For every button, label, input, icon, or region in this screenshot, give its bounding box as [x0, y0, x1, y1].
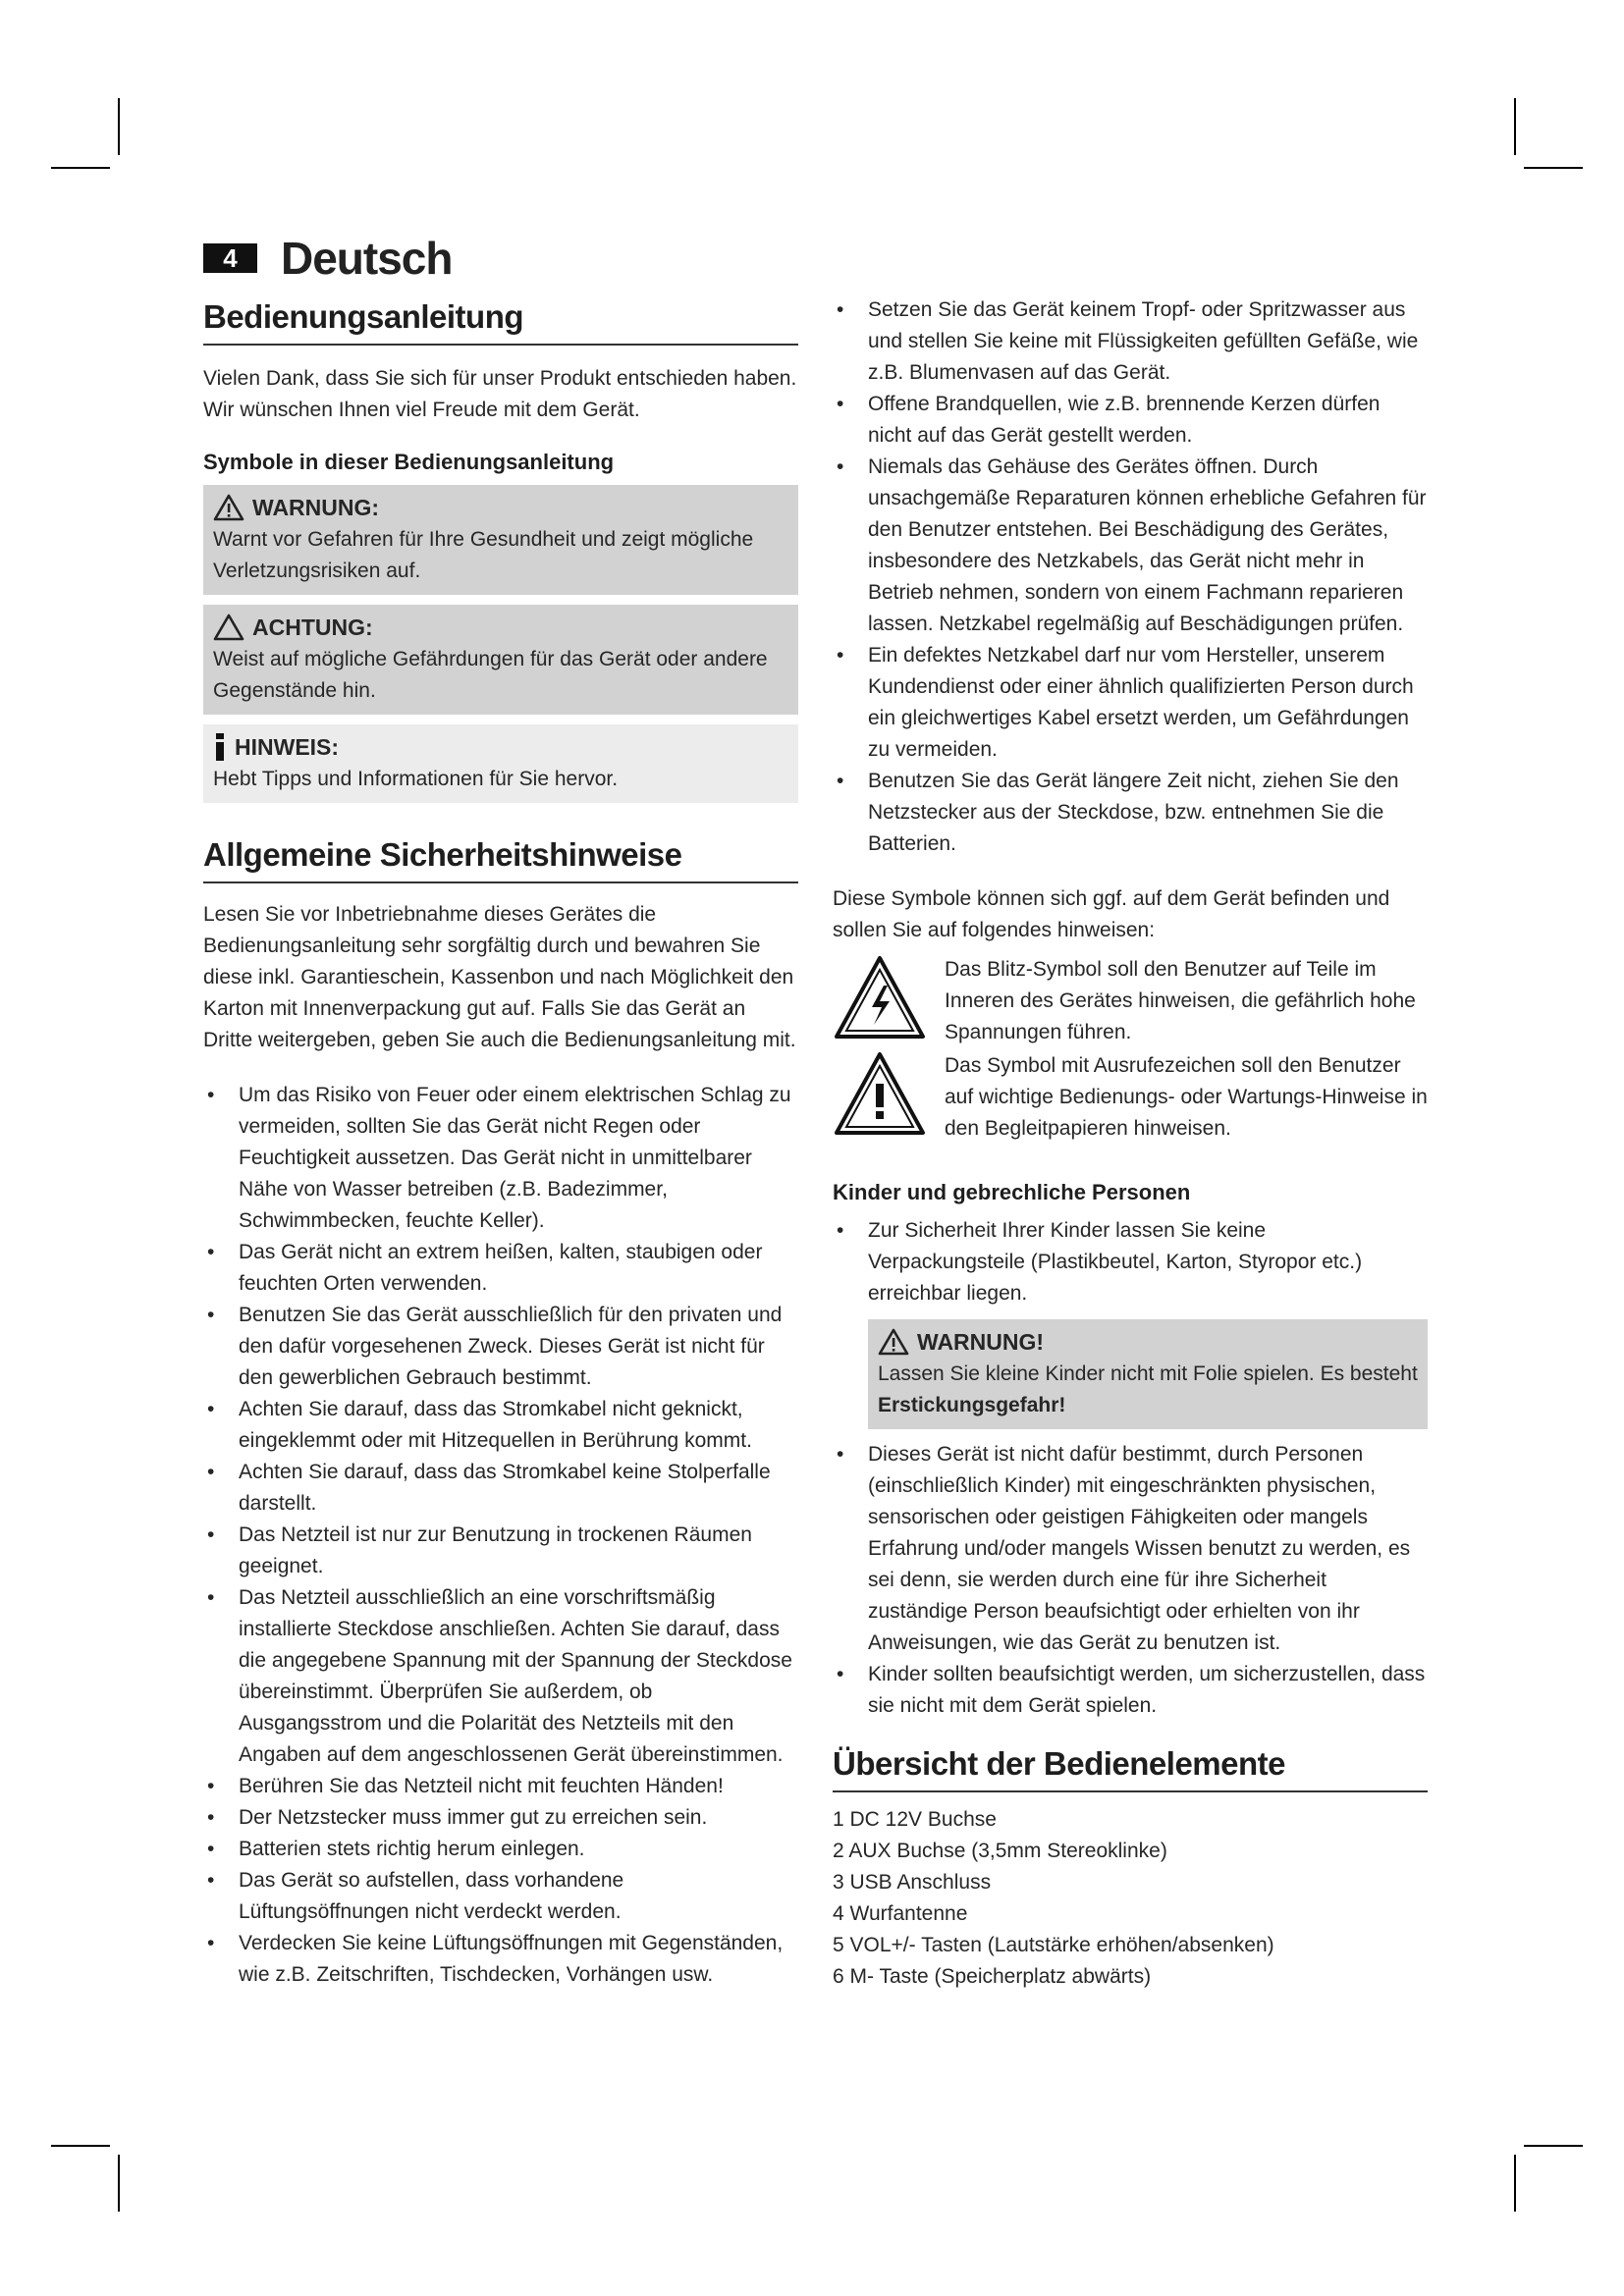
right-column — [833, 294, 1428, 1993]
list-item: • Niemals das Gehäuse des Gerätes öffnen. Durch unsachgemäße Reparaturen können erhebliche Gefahren für den Benutzer entstehen. Bei Beschädigung des Gerätes, insbesondere des Netzkabels, das Gerät nicht mehr in Betrieb nehmen, sondern von einem Fachmann reparieren lassen. Netzkabel regelmäßig auf Beschädigungen prüfen. — [833, 452, 1428, 640]
caution-triangle-icon — [213, 614, 244, 641]
left-column — [203, 228, 798, 1991]
list-item: • Zur Sicherheit Ihrer Kinder lassen Sie keine Verpackungsteile (Plastikbeutel, Karton, Styropor etc.) erreichbar liegen. — [833, 1215, 1428, 1309]
safety-list-continued — [833, 294, 1428, 860]
crop-mark — [1524, 167, 1583, 169]
warning-text: Warnt vor Gefahren für Ihre Gesundheit und zeigt mögliche Verletzungsrisiken auf. — [213, 528, 754, 582]
warning-triangle-icon — [878, 1328, 909, 1356]
overview-item: 2 AUX Buchse (3,5mm Stereoklinke) — [833, 1840, 1167, 1862]
safety-title: Allgemeine Sicherheitshinweise — [203, 836, 798, 883]
crop-mark — [1524, 2145, 1583, 2147]
list-item: • Achten Sie darauf, dass das Stromkabel nicht geknickt, eingeklemmt oder mit Hitzequellen in Berührung kommt. — [203, 1394, 798, 1457]
list-item: • Um das Risiko von Feuer oder einem elektrischen Schlag zu vermeiden, sollten Sie das Gerät nicht Regen oder Feuchtigkeit aussetzen. Das Gerät nicht in unmittelbarer Nähe von Wasser betreiben (z.B. Badezimmer, Schwimmbecken, feuchte Keller). — [203, 1080, 798, 1237]
info-icon — [213, 733, 227, 761]
children-warning-title: WARNUNG! — [917, 1329, 1045, 1355]
list-item: • Das Gerät so aufstellen, dass vorhandene Lüftungsöffnungen nicht verdeckt werden. — [203, 1865, 798, 1928]
safety-list — [203, 1080, 798, 1991]
list-item: • Kinder sollten beaufsichtigt werden, um sicherzustellen, dass sie nicht mit dem Gerät spielen. — [833, 1659, 1428, 1722]
warning-triangle-icon — [213, 494, 244, 521]
page-number: 4 — [203, 243, 257, 273]
children-heading: Kinder und gebrechliche Personen — [833, 1180, 1191, 1204]
lightning-warning-icon — [833, 954, 927, 1042]
list-item: • Ein defektes Netzkabel darf nur vom Hersteller, unserem Kundendienst oder einer ähnlich qualifizierten Person durch ein gleichwertiges Kabel ersetzt werden, um Gefährdungen zu vermeiden. — [833, 640, 1428, 766]
crop-mark — [51, 2145, 110, 2147]
overview-item: 5 VOL+/- Tasten (Lautstärke erhöhen/absenken) — [833, 1934, 1274, 1956]
crop-mark — [118, 2155, 120, 2212]
children-warning-text: Lassen Sie kleine Kinder nicht mit Folie spielen. Es besteht — [878, 1362, 1418, 1385]
caution-text: Weist auf mögliche Gefährdungen für das Gerät oder andere Gegenstände hin. — [213, 648, 768, 702]
crop-mark — [1514, 98, 1516, 155]
note-box — [203, 724, 798, 803]
lightning-symbol-row — [833, 954, 1428, 1048]
list-item: • Benutzen Sie das Gerät ausschließlich für den privaten und den dafür vorgesehenen Zweck. Dieses Gerät ist nicht für den gewerblichen Gebrauch bestimmt. — [203, 1300, 798, 1394]
list-item: • Dieses Gerät ist nicht dafür bestimmt, durch Personen (einschließlich Kinder) mit eingeschränkten physischen, sensorischen oder geistigen Fähigkeiten oder mangels Erfahrung und/oder mangels Wissen benutzt zu werden, es sei denn, sie werden durch eine für ihre Sicherheit zuständige Person beaufsichtigt oder erhielten von ihr Anweisungen, wie das Gerät zu benutzen ist. — [833, 1439, 1428, 1659]
list-item: • Setzen Sie das Gerät keinem Tropf- oder Spritzwasser aus und stellen Sie keine mit Flüssigkeiten gefüllten Gefäße, wie z.B. Blumenvasen auf das Gerät. — [833, 294, 1428, 389]
exclamation-symbol-row — [833, 1050, 1428, 1145]
children-list — [833, 1215, 1428, 1309]
list-item: • Achten Sie darauf, dass das Stromkabel keine Stolperfalle darstellt. — [203, 1457, 798, 1520]
intro-text: Vielen Dank, dass Sie sich für unser Produkt entschieden haben. Wir wünschen Ihnen viel Freude mit dem Gerät. — [203, 367, 797, 421]
exclamation-text: Das Symbol mit Ausrufezeichen soll den Benutzer auf wichtige Bedienungs- oder Wartungs-Hinweise in den Begleitpapieren hinweisen. — [945, 1054, 1428, 1140]
children-warning-text-block — [878, 1359, 1418, 1421]
children-warning-box — [868, 1319, 1428, 1429]
crop-mark — [1514, 2155, 1516, 2212]
overview-item: 4 Wurfantenne — [833, 1902, 968, 1925]
device-symbols-intro: Diese Symbole können sich ggf. auf dem Gerät befinden und sollen Sie auf folgendes hinweisen: — [833, 887, 1390, 941]
note-text: Hebt Tipps und Informationen für Sie hervor. — [213, 768, 619, 790]
symbols-heading: Symbole in dieser Bedienungsanleitung — [203, 450, 615, 474]
children-list-continued — [833, 1439, 1428, 1722]
overview-list — [833, 1804, 1428, 1993]
warning-title: WARNUNG: — [252, 495, 380, 520]
list-item: • Verdecken Sie keine Lüftungsöffnungen mit Gegenständen, wie z.B. Zeitschriften, Tischdecken, Vorhängen usw. — [203, 1928, 798, 1991]
caution-title: ACHTUNG: — [252, 614, 373, 640]
overview-item: 6 M- Taste (Speicherplatz abwärts) — [833, 1965, 1152, 1988]
list-item: • Das Gerät nicht an extrem heißen, kalten, staubigen oder feuchten Orten verwenden. — [203, 1237, 798, 1300]
children-warning-bold: Erstickungsgefahr! — [878, 1394, 1066, 1416]
list-item: • Berühren Sie das Netzteil nicht mit feuchten Händen! — [203, 1771, 798, 1802]
lightning-text: Das Blitz-Symbol soll den Benutzer auf Teile im Inneren des Gerätes hinweisen, die gefährlich hohe Spannungen führen. — [945, 958, 1416, 1043]
safety-intro: Lesen Sie vor Inbetriebnahme dieses Gerätes die Bedienungsanleitung sehr sorgfältig durch und bewahren Sie diese inkl. Garantieschein, Kassenbon und nach Möglichkeit den Karton mit Innenverpackung gut auf. Falls Sie das Gerät an Dritte weitergeben, geben Sie auch die Bedienungsanleitung mit. — [203, 903, 796, 1051]
list-item: • Batterien stets richtig herum einlegen. — [203, 1834, 798, 1865]
overview-item: 1 DC 12V Buchse — [833, 1808, 997, 1831]
list-item: • Das Netzteil ist nur zur Benutzung in trockenen Räumen geeignet. — [203, 1520, 798, 1582]
overview-title: Übersicht der Bedienelemente — [833, 1745, 1428, 1792]
overview-item: 3 USB Anschluss — [833, 1871, 992, 1894]
note-title: HINWEIS: — [235, 734, 340, 760]
list-item: • Benutzen Sie das Gerät längere Zeit nicht, ziehen Sie den Netzstecker aus der Steckdose, bzw. entnehmen Sie die Batterien. — [833, 766, 1428, 860]
language-title: Deutsch — [281, 233, 453, 284]
crop-mark — [118, 98, 120, 155]
manual-title: Bedienungsanleitung — [203, 298, 798, 346]
list-item: • Der Netzstecker muss immer gut zu erreichen sein. — [203, 1802, 798, 1834]
exclamation-warning-icon — [833, 1050, 927, 1139]
language-header — [203, 228, 798, 289]
crop-mark — [51, 167, 110, 169]
list-item: • Offene Brandquellen, wie z.B. brennende Kerzen dürfen nicht auf das Gerät gestellt werden. — [833, 389, 1428, 452]
caution-box — [203, 605, 798, 715]
list-item: • Das Netzteil ausschließlich an eine vorschriftsmäßig installierte Steckdose anschließen. Achten Sie darauf, dass die angegebene Spannung mit der Spannung der Steckdose übereinstimmt. Überprüfen Sie außerdem, ob Ausgangsstrom und die Polarität des Netzteils mit den Angaben auf dem angeschlossenen Gerät übereinstimmen. — [203, 1582, 798, 1771]
warning-box — [203, 485, 798, 595]
